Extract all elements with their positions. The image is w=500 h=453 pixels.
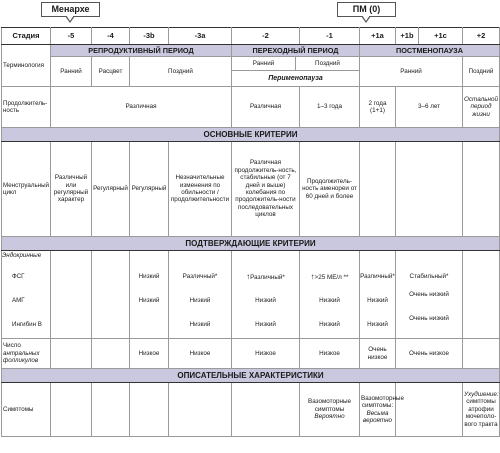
hormones-s1a xyxy=(360,251,396,339)
afc-s3b: Низкое xyxy=(130,339,169,369)
duration-reproductive: Различная xyxy=(51,87,232,128)
afc-s1c: Очень низкое xyxy=(396,339,463,369)
symptoms-s1-text: Вазомоторные симптомы xyxy=(308,398,351,413)
fsh-s1a: Различный* xyxy=(360,273,395,280)
symptoms-s2-text: симптомы атрофии мочеполо-вого тракта xyxy=(464,398,498,428)
hormones-s1 xyxy=(300,251,360,339)
fsh-s3b: Низкий xyxy=(138,273,160,280)
stage-cell: -1 xyxy=(300,28,360,45)
afc-s1: Низкое xyxy=(300,339,360,369)
symptoms-s2-italic: Ухудшение: xyxy=(464,390,499,398)
menarche-pointer-icon xyxy=(65,16,75,23)
symptoms-s1a-text: Вазомоторные симптомы: xyxy=(361,394,404,410)
symptoms-label: Симптомы xyxy=(2,383,51,437)
stage-cell: -2 xyxy=(232,28,300,45)
fsh-s1c: Стабильный* xyxy=(409,273,449,280)
cycle-s3b: Регулярный xyxy=(130,142,169,237)
term-trans-early: Ранний xyxy=(232,57,296,70)
fsh-s2: Различный* xyxy=(250,274,285,281)
inhibin-s1: Низкий xyxy=(319,321,340,328)
period-row xyxy=(2,45,500,57)
term-transition-cell xyxy=(232,57,360,87)
stage-cell: -3b xyxy=(130,28,169,45)
duration-transition-early: Различная xyxy=(232,87,300,128)
cycle-s1: Продолжитель-ность аменореи от 60 дней и более xyxy=(300,142,360,237)
symptoms-s2-post xyxy=(463,383,500,437)
hormones-s3b xyxy=(130,251,169,339)
amh-s1c: Очень низкий xyxy=(409,291,449,298)
afc-label xyxy=(2,339,51,369)
up-arrow-icon: ↑ xyxy=(246,272,251,281)
endocrine-label: Эндокринные xyxy=(2,252,42,259)
section-descriptive-row xyxy=(2,369,500,383)
terminology-row xyxy=(2,57,500,87)
hormones-s2-post xyxy=(463,251,500,339)
symptoms-s5 xyxy=(51,383,92,437)
hormones-row xyxy=(2,251,500,339)
menarche-callout: Менархе xyxy=(41,2,100,17)
hormones-label-cell xyxy=(2,251,51,339)
symptoms-s2 xyxy=(232,383,300,437)
inhibin-s1c: Очень низкий xyxy=(409,315,449,322)
inhibin-s2: Низкий xyxy=(255,321,276,328)
afc-s2-post xyxy=(463,339,500,369)
inhibin-s3a: Низкий xyxy=(189,321,211,328)
afc-s4 xyxy=(92,339,130,369)
section-main-header: ОСНОВНЫЕ КРИТЕРИИ xyxy=(2,128,500,142)
stage-cell: +2 xyxy=(463,28,500,45)
amh-s1: Низкий xyxy=(319,297,340,304)
symptoms-s3a xyxy=(169,383,232,437)
up-arrow-icon: ↑ xyxy=(310,272,315,281)
fsh-s3a: Различный* xyxy=(182,273,218,280)
afc-s5 xyxy=(51,339,92,369)
duration-two-years: 2 года (1+1) xyxy=(360,87,396,128)
amh-s2: Низкий xyxy=(255,297,276,304)
symptoms-s1a xyxy=(360,383,404,437)
symptoms-s1 xyxy=(300,383,360,437)
term-late: Поздний xyxy=(130,57,232,87)
transition-period-header: ПЕРЕХОДНЫЙ ПЕРИОД xyxy=(232,45,360,57)
afc-s3a: Низкое xyxy=(169,339,232,369)
afc-label-italic: антральных фолликулов xyxy=(3,349,40,365)
duration-remaining: Остальной период жизни xyxy=(463,87,500,128)
hormones-s4 xyxy=(92,251,130,339)
cycle-s3a: Незначительные изменения по обильности / продолжительности xyxy=(169,142,232,237)
cycle-s1a xyxy=(360,142,396,237)
cycle-s1b-s1c xyxy=(396,142,463,237)
fmp-pointer-icon xyxy=(361,16,371,23)
stage-cell: -5 xyxy=(51,28,92,45)
afc-s1a: Очень низкое xyxy=(360,339,396,369)
section-supportive-row xyxy=(2,237,500,251)
afc-label-prefix: Число xyxy=(3,342,21,350)
afc-row xyxy=(2,339,500,369)
section-supportive-header: ПОДТВЕРЖДАЮЩИЕ КРИТЕРИИ xyxy=(2,237,500,251)
hormones-s1b-s1c xyxy=(396,251,463,339)
amh-s3b: Низкий xyxy=(138,297,160,304)
afc-s2: Низкое xyxy=(232,339,300,369)
hormones-s5 xyxy=(51,251,92,339)
duration-transition-late: 1–3 года xyxy=(300,87,360,128)
term-perimenopause: Перименопауза xyxy=(268,75,323,82)
reproductive-period-header: РЕПРОДУКТИВНЫЙ ПЕРИОД xyxy=(51,45,232,57)
symptoms-s4 xyxy=(92,383,130,437)
hormones-s3a xyxy=(169,251,232,339)
amh-s3a: Низкий xyxy=(189,297,211,304)
inhibin-s1a: Низкий xyxy=(367,321,388,328)
stage-label: Стадия xyxy=(2,28,51,45)
term-trans-late: Поздний xyxy=(315,60,340,67)
stage-cell: +1a xyxy=(360,28,396,45)
term-early: Ранний xyxy=(51,57,92,87)
amh-label: АМГ xyxy=(12,297,25,304)
cycle-row xyxy=(2,142,500,237)
term-peak: Расцвет xyxy=(92,57,130,87)
amh-s1a: Низкий xyxy=(367,297,388,304)
fsh-label: ФСГ xyxy=(12,273,25,280)
duration-three-six: 3–6 лет xyxy=(396,87,463,128)
symptoms-s1a-italic: Весьма вероятно xyxy=(362,409,393,424)
postmenopause-header: ПОСТМЕНОПАУЗА xyxy=(360,45,500,57)
stage-cell: +1b xyxy=(396,28,419,45)
section-descriptive-header: ОПИСАТЕЛЬНЫЕ ХАРАКТЕРИСТИКИ xyxy=(2,369,500,383)
duration-label: Продолжитель-ность xyxy=(2,87,51,128)
terminology-label: Терминология xyxy=(2,45,51,87)
symptoms-s1-italic: Вероятно xyxy=(314,413,345,421)
symptoms-s1c xyxy=(396,383,463,437)
cycle-s4: Регулярный xyxy=(92,142,130,237)
symptoms-s3b xyxy=(130,383,169,437)
duration-row xyxy=(2,87,500,128)
hormones-s2 xyxy=(232,251,300,339)
fsh-s1: >25 МЕ/л ** xyxy=(314,274,349,281)
symptoms-row xyxy=(2,383,500,437)
fmp-callout: ПМ (0) xyxy=(337,2,396,17)
inhibin-label: Ингибин В xyxy=(12,321,42,328)
cycle-s2: Различная продолжитель-ность, стабильные (от 7 дней и выше) колебания по продолжитель-ности последовательных циклов xyxy=(232,142,300,237)
section-main-row xyxy=(2,128,500,142)
stage-cell: -4 xyxy=(92,28,130,45)
cycle-label: Менструальный цикл xyxy=(2,142,51,237)
term-post-late: Поздний xyxy=(463,57,500,87)
cycle-s5: Различный или регулярный характер xyxy=(51,142,92,237)
stage-cell: +1c xyxy=(419,28,463,45)
cycle-s2-post xyxy=(463,142,500,237)
stage-cell: -3a xyxy=(169,28,232,45)
stage-row xyxy=(2,28,500,45)
staging-table xyxy=(1,27,500,437)
term-post-early: Ранний xyxy=(360,57,463,87)
